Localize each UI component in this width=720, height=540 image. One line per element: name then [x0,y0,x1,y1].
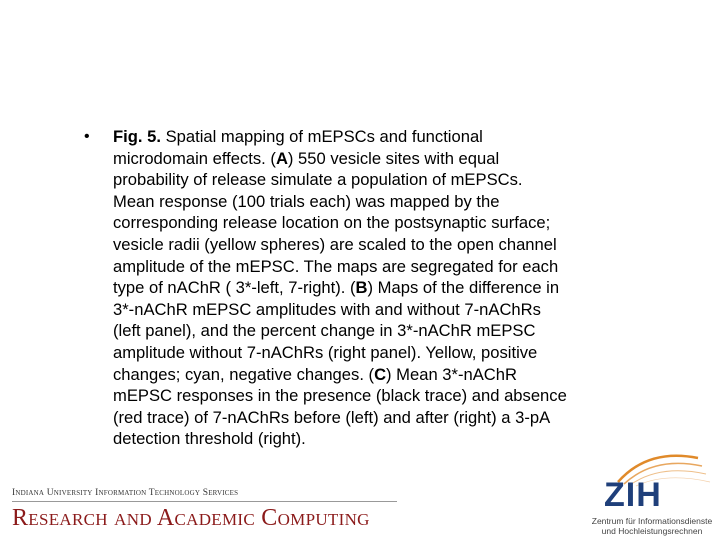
caption-text: 3*-nAChR mEPSC amplitudes with and without 7-nAChRs [113,299,541,319]
caption-line [113,212,673,234]
panel-letter: B [355,278,368,298]
caption-text: probability of release simulate a population of mEPSCs. [113,170,523,190]
caption-line [113,148,673,170]
caption-text: (red trace) of 7-nAChRs before (left) and after (right) a 3-pA [113,407,551,427]
caption-line [113,169,673,191]
caption-text: Spatial mapping of mEPSCs and functional [160,127,483,146]
zih-subtitle [586,516,718,536]
iu-divider [12,501,397,502]
caption-text: microdomain effects. ( [113,148,276,168]
caption-line [113,126,673,148]
caption-line [113,256,673,278]
caption-text: type of nAChR ( 3*-left, 7-right). ( [113,278,356,298]
zih-logo [578,452,718,538]
iu-main-text: Research and Academic Computing [12,505,370,531]
figure-label: Fig. 5. [113,127,161,146]
caption-line [113,277,673,299]
caption-text: vesicle radii (yellow spheres) are scaled to the open channel [113,234,557,254]
caption-text: corresponding release location on the postsynaptic surface; [113,213,551,233]
caption-line [113,385,673,407]
caption-text: mEPSC responses in the presence (black trace) and absence [113,386,567,406]
caption-text: ) 550 vesicle sites with equal [287,148,500,168]
caption-text: (left panel), and the percent change in 3*-nAChR mEPSC [113,321,536,341]
caption-text: ) Maps of the difference in [367,278,560,298]
iu-footer-logo [12,488,412,534]
bullet-marker: • [84,128,90,145]
caption-line [113,364,673,386]
caption-line [113,299,673,321]
caption-text: amplitude without 7-nAChRs (right panel). Yellow, positive [113,342,538,362]
caption-text: amplitude of the mEPSC. The maps are segregated for each [113,256,559,276]
caption-text: changes; cyan, negative changes. ( [113,364,375,384]
panel-letter: C [374,364,387,384]
zih-subtitle-line-2: und Hochleistungsrechnen [601,526,703,536]
caption-line [113,428,673,450]
caption-line [113,191,673,213]
zih-wordmark: ZIH [604,476,662,514]
zih-subtitle-line-1: Zentrum für Informationsdienste [591,516,713,526]
caption-line [113,342,673,364]
panel-letter: A [275,148,288,168]
caption-text: detection threshold (right). [113,429,306,449]
caption-text: ) Mean 3*-nAChR [386,364,518,384]
iu-top-text: Indiana University Information Technology Services [12,488,239,498]
caption-text: Mean response (100 trials each) was mapped by the [113,191,500,211]
figure-caption [113,126,673,450]
caption-line [113,320,673,342]
caption-line [113,234,673,256]
caption-line [113,407,673,429]
